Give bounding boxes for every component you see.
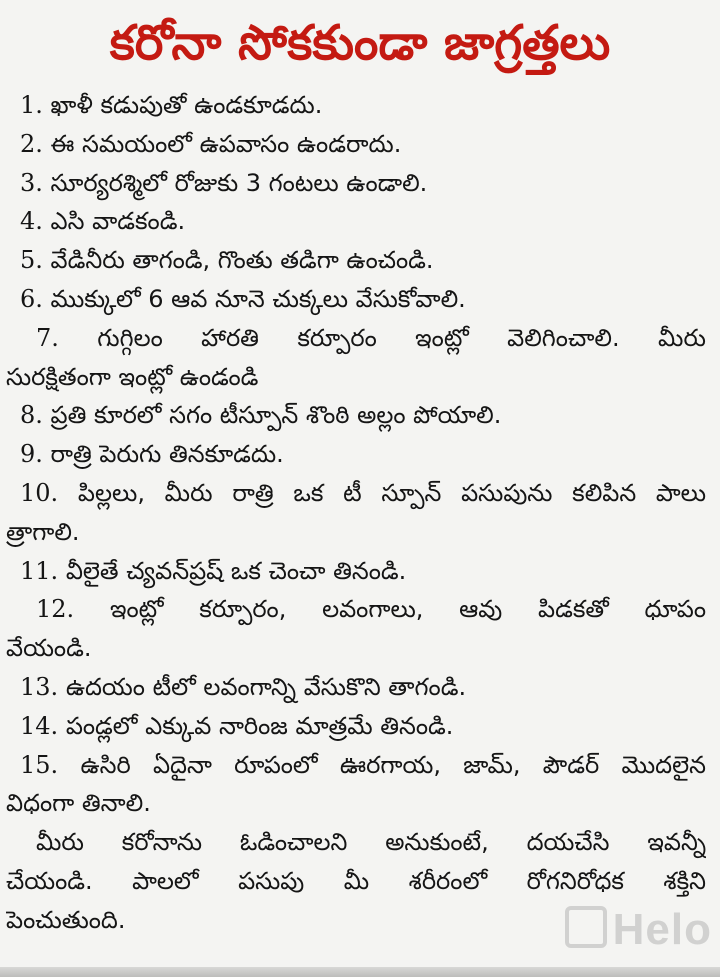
list-item-4: [6, 202, 706, 241]
item-number: 15.: [20, 750, 59, 779]
list-item-5: [6, 241, 706, 280]
precautions-list: [0, 86, 720, 940]
list-item-12: [6, 590, 706, 629]
item-text: ముక్కులో 6 ఆవ నూనె చుక్కలు వేసుకోవాలి.: [50, 284, 466, 313]
list-item-3: [6, 164, 706, 203]
paragraph-text: పెంచుతుంది.: [6, 905, 126, 934]
item-text: ఉసిరి ఏదైనా రూపంలో ఊరగాయ, జామ్, పౌడర్ మొదలైన: [80, 750, 706, 779]
bottom-divider: [0, 967, 720, 977]
closing-paragraph-line-1: [6, 823, 706, 862]
item-text: పండ్లలో ఎక్కువ నారింజ మాత్రమే తినండి.: [65, 711, 454, 740]
item-number: 3.: [20, 168, 43, 197]
item-text: ప్రతి కూరలో సగం టీస్పూన్ శొంఠి అల్లం పోయాలి.: [50, 401, 502, 430]
item-number: 5.: [20, 246, 43, 275]
list-item-7: [6, 319, 706, 358]
list-item-2: [6, 125, 706, 164]
page-title: కరోనా సోకకుండా జాగ్రత్తలు: [109, 15, 611, 71]
list-item-9: [6, 435, 706, 474]
item-number: 6.: [20, 284, 43, 313]
item-text: సురక్షితంగా ఇంట్లో ఉండండి: [6, 362, 259, 391]
item-number: 4.: [20, 207, 43, 236]
list-item-1: [6, 86, 706, 125]
paragraph-text: చేయండి. పాలలో పసుపు మీ శరీరంలో రోగనిరోధక శక్తిని: [6, 866, 706, 895]
list-item-13: [6, 668, 706, 707]
list-item-14: [6, 707, 706, 746]
item-number: 12.: [36, 595, 75, 624]
item-text: వేయండి.: [6, 634, 92, 663]
item-text: గుగ్గిలం హారతి కర్పూరం ఇంట్లో వెలిగించాలి. మీరు: [97, 323, 706, 352]
watermark-text: Helo: [612, 905, 712, 954]
item-number: 10.: [20, 478, 59, 507]
item-number: 13.: [20, 672, 59, 701]
list-item-10: [6, 474, 706, 513]
item-text: రాత్రి పెరుగు తినకూడదు.: [50, 440, 284, 469]
item-number: 8.: [20, 401, 43, 430]
list-item-8: [6, 396, 706, 435]
item-text: వీలైతే చ్యవన్‌ప్రష్ ఒక చెంచా తినండి.: [65, 556, 407, 585]
closing-paragraph-line-2: [6, 862, 706, 901]
list-item-15-continued: [6, 784, 706, 823]
item-text: ఎసి వాడకండి.: [50, 207, 186, 236]
list-item-7-continued: [6, 358, 706, 397]
list-item-10-continued: [6, 513, 706, 552]
item-number: 2.: [20, 129, 43, 158]
list-item-15: [6, 746, 706, 785]
item-text: ఖాళీ కడుపుతో ఉండకూడదు.: [50, 91, 323, 119]
item-number: 14.: [20, 711, 59, 740]
item-number: 9.: [20, 440, 43, 469]
item-text: సూర్యరశ్మిలో రోజుకు 3 గంటలు ఉండాలి.: [50, 168, 428, 197]
item-number: 7.: [36, 323, 59, 352]
item-text: త్రాగాలి.: [6, 517, 80, 546]
item-text: వేడినీరు తాగండి, గొంతు తడిగా ఉంచండి.: [50, 246, 434, 275]
paragraph-text: మీరు కరోనాను ఓడించాలని అనుకుంటే, దయచేసి ఇవన్నీ: [36, 828, 706, 857]
item-text: పిల్లలు, మీరు రాత్రి ఒక టీ స్పూన్ పసుపును కలిపిన పాలు: [77, 478, 706, 507]
item-number: 1.: [20, 91, 43, 119]
list-item-6: [6, 280, 706, 319]
item-text: ఉదయం టీలో లవంగాన్ని వేసుకొని తాగండి.: [65, 672, 467, 701]
helo-logo-icon: [565, 906, 607, 948]
item-text: ఈ సమయంలో ఉపవాసం ఉండరాదు.: [50, 129, 402, 158]
item-number: 11.: [20, 556, 59, 585]
item-text: విధంగా తినాలి.: [6, 789, 151, 818]
helo-watermark: [565, 905, 712, 955]
item-text: ఇంట్లో కర్పూరం, లవంగాలు, ఆవు పిడకతో ధూపం: [109, 595, 706, 624]
list-item-11: [6, 552, 706, 591]
list-item-12-continued: [6, 629, 706, 668]
